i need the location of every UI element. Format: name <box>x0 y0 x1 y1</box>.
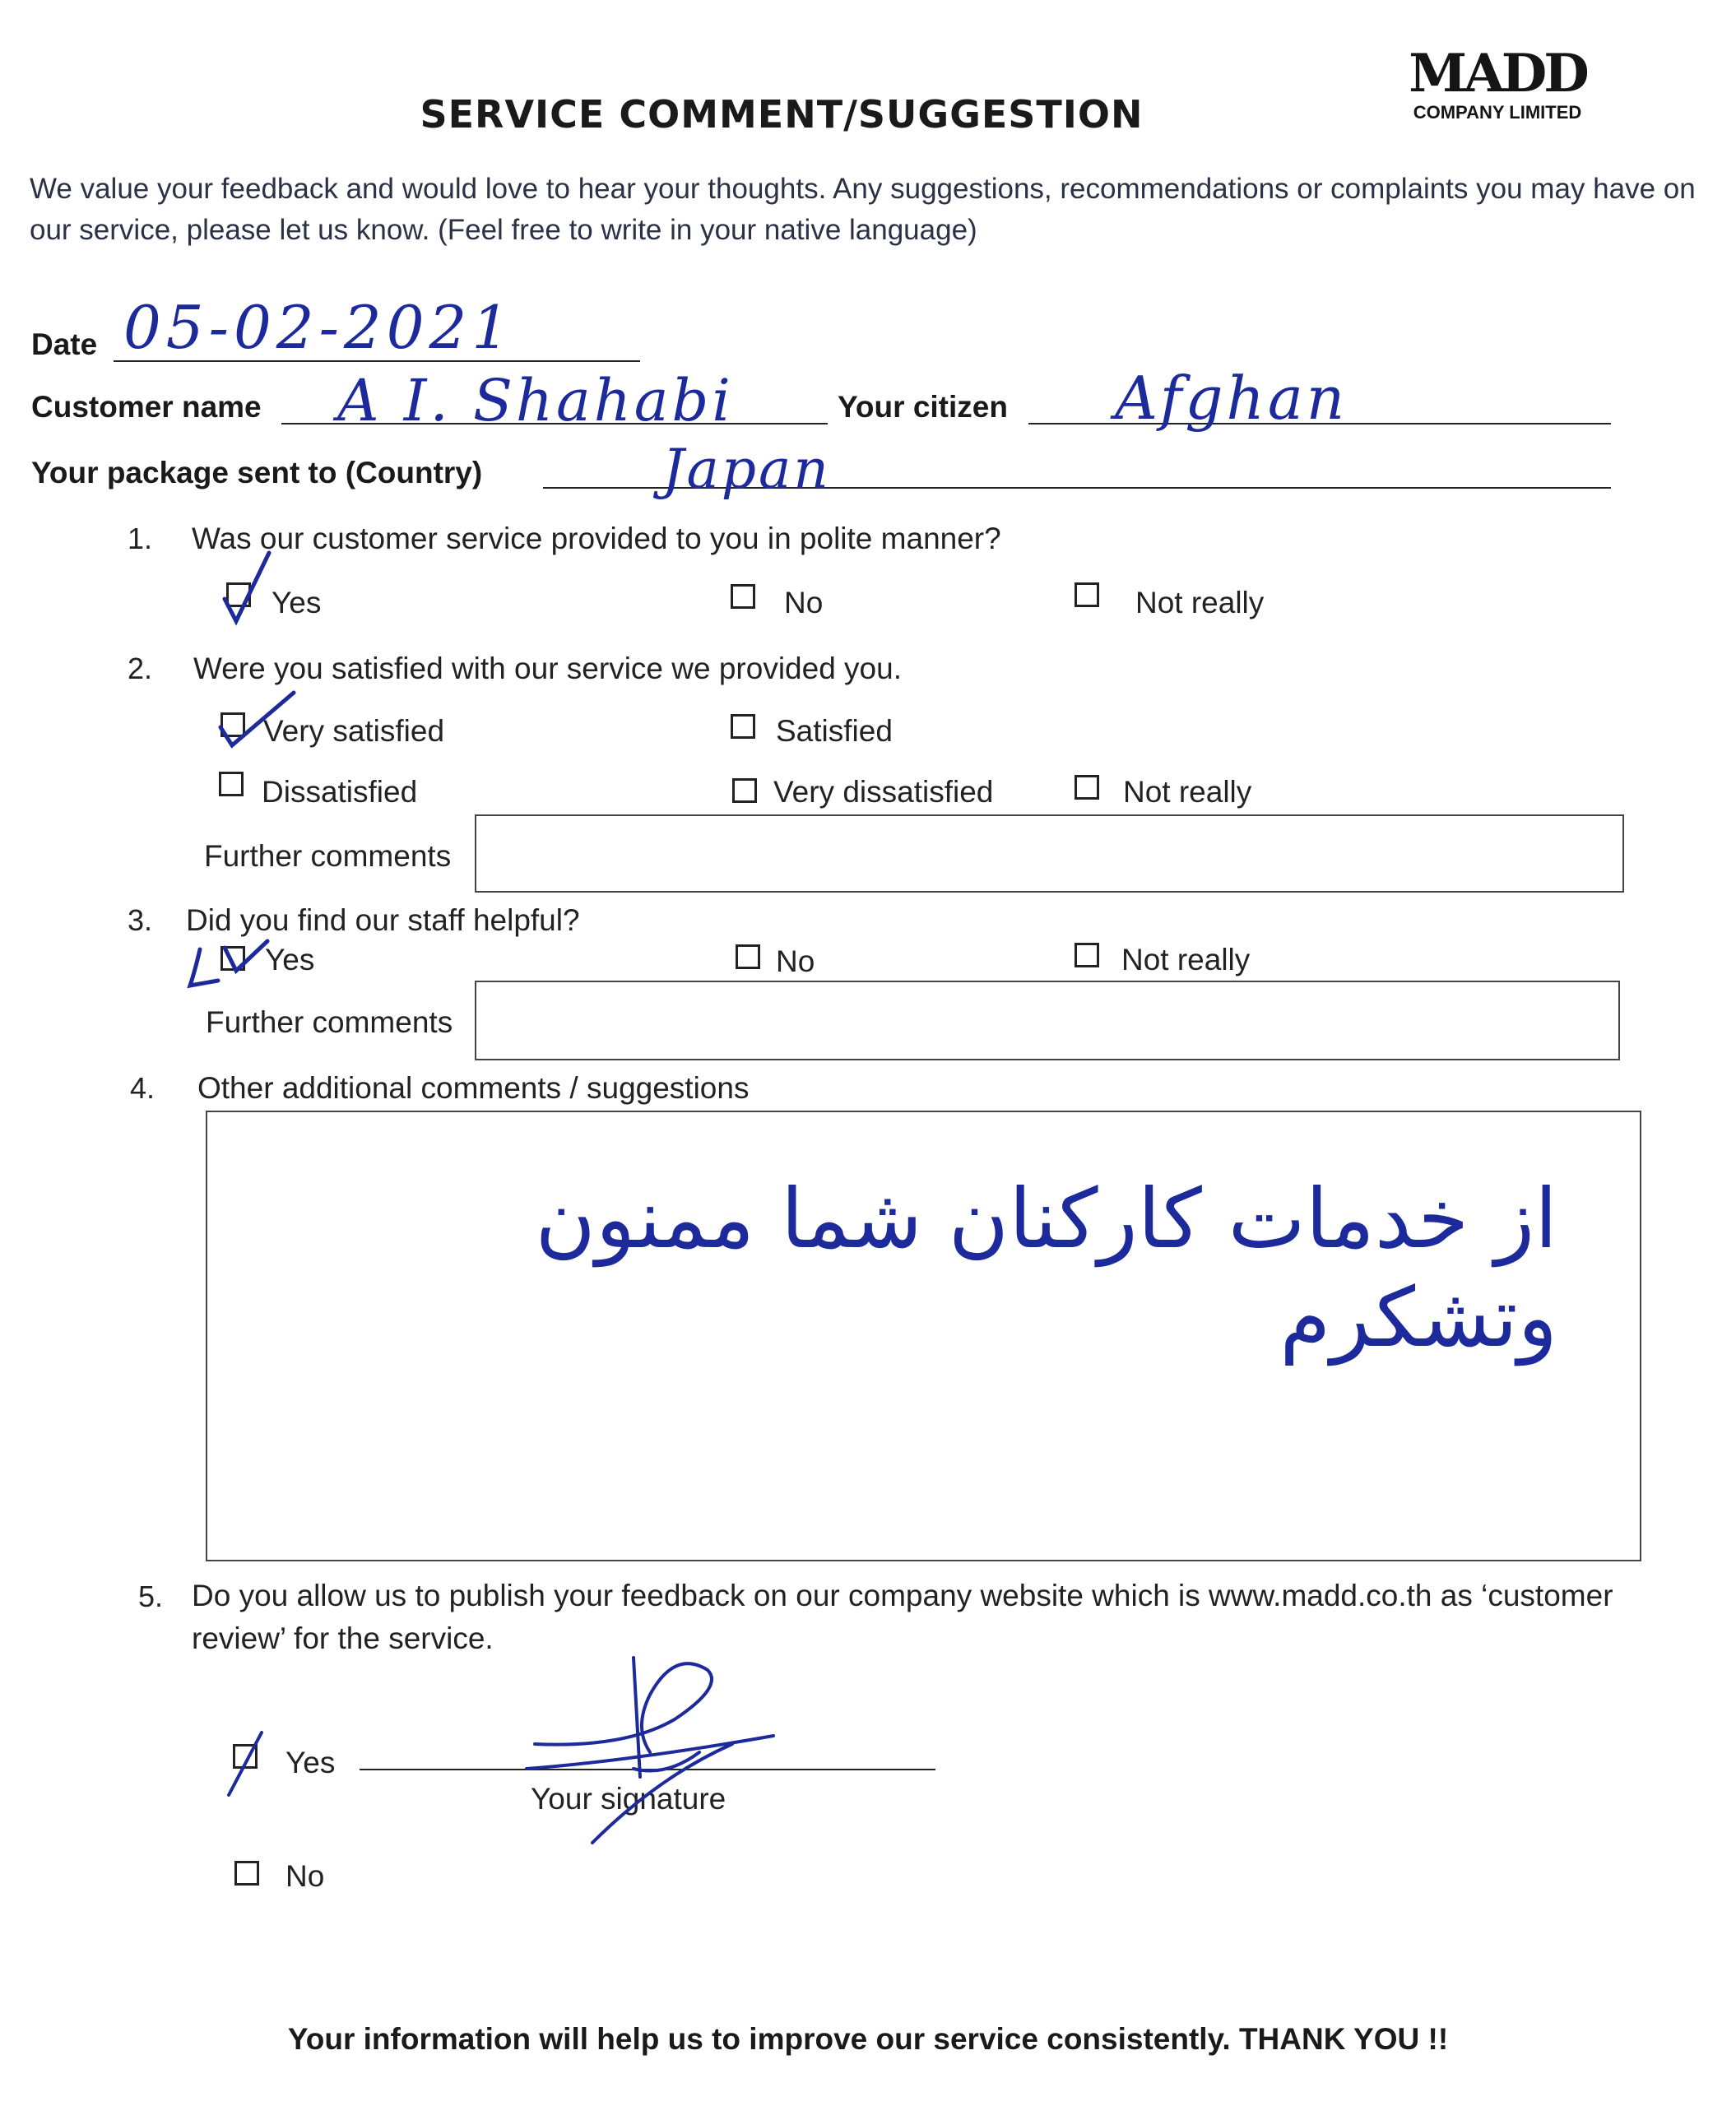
logo-name: MADD <box>1409 43 1586 104</box>
customer-name-label: Customer name <box>31 390 262 424</box>
citizen-label: Your citizen <box>838 390 1008 424</box>
q3-not-really-checkbox[interactable] <box>1075 943 1099 967</box>
company-logo <box>1390 43 1604 123</box>
q2-comments-box[interactable] <box>475 814 1624 893</box>
q3-comments-box[interactable] <box>475 981 1620 1060</box>
q3-text: Did you find our staff helpful? <box>186 903 580 937</box>
q5-yes-label: Yes <box>285 1746 336 1779</box>
q1-yes-check-mark <box>218 551 317 625</box>
q1-not-really-label: Not really <box>1135 586 1265 619</box>
q4-text: Other additional comments / suggestions <box>197 1071 750 1105</box>
q5-no-checkbox[interactable] <box>234 1861 259 1886</box>
q1-number: 1. <box>128 522 153 555</box>
q2-dissatisfied-label: Dissatisfied <box>262 775 418 809</box>
form-title: SERVICE COMMENT/SUGGESTION <box>420 92 1144 137</box>
q2-not-really-checkbox[interactable] <box>1075 775 1099 800</box>
q4-comments-box[interactable] <box>206 1111 1641 1561</box>
q3-comments-label: Further comments <box>206 1005 453 1039</box>
q2-very-dissatisfied-checkbox[interactable] <box>732 778 757 803</box>
signature-label: Your signature <box>531 1782 726 1816</box>
signature-mark <box>510 1654 790 1851</box>
customer-name-field[interactable]: A I. Shahabi <box>337 367 734 434</box>
q5-yes-check-mark <box>222 1728 288 1802</box>
country-field[interactable]: Japan <box>662 438 831 501</box>
q2-very-dissatisfied-label: Very dissatisfied <box>773 775 994 809</box>
q3-no-checkbox[interactable] <box>736 944 760 969</box>
q5-no-label: No <box>285 1859 325 1893</box>
intro-text: We value your feedback and would love to hear your thoughts. Any suggestions, recommendations or complaints you may have on our service, please let us know. (Feel free to write in your native language) <box>30 173 1696 246</box>
q2-comments-label: Further comments <box>204 839 452 873</box>
q2-dissatisfied-checkbox[interactable] <box>219 772 244 796</box>
q3-not-really-label: Not really <box>1121 943 1251 976</box>
q3-number: 3. <box>128 903 153 937</box>
q3-no-label: No <box>776 944 815 978</box>
q2-very-satisfied-check-mark <box>216 688 314 754</box>
q1-no-label: No <box>784 586 824 619</box>
q3-yes-check-mark <box>185 938 300 995</box>
date-field[interactable]: 05-02-2021 <box>123 293 515 362</box>
q1-yes-label: Yes <box>272 586 322 619</box>
q2-text: Were you satisfied with our service we provided you. <box>193 652 902 685</box>
q2-satisfied-label: Satisfied <box>776 714 893 748</box>
q2-very-satisfied-label: Very satisfied <box>263 714 445 748</box>
citizen-field[interactable]: Afghan <box>1115 364 1348 433</box>
q3-yes-label: Yes <box>265 943 315 976</box>
q4-comment-text: از خدمات کارکنان شما ممنون وتشکرم <box>535 1171 1557 1366</box>
country-label: Your package sent to (Country) <box>31 456 483 489</box>
q2-satisfied-checkbox[interactable] <box>731 714 755 739</box>
q2-number: 2. <box>128 652 153 685</box>
q5-text: Do you allow us to publish your feedback on our company website which is www.madd.co.th as ‘customer review’ for the service. <box>192 1579 1613 1655</box>
q5-number: 5. <box>138 1580 164 1613</box>
logo-subtitle: COMPANY LIMITED <box>1413 102 1582 123</box>
footer-text: Your information will help us to improve our service consistently. THANK YOU !! <box>287 2022 1449 2056</box>
date-label: Date <box>31 327 98 361</box>
q1-not-really-checkbox[interactable] <box>1075 582 1099 607</box>
q1-text: Was our customer service provided to you in polite manner? <box>192 522 1001 555</box>
q1-no-checkbox[interactable] <box>731 584 755 609</box>
q4-number: 4. <box>130 1071 155 1105</box>
q2-not-really-label: Not really <box>1123 775 1252 809</box>
